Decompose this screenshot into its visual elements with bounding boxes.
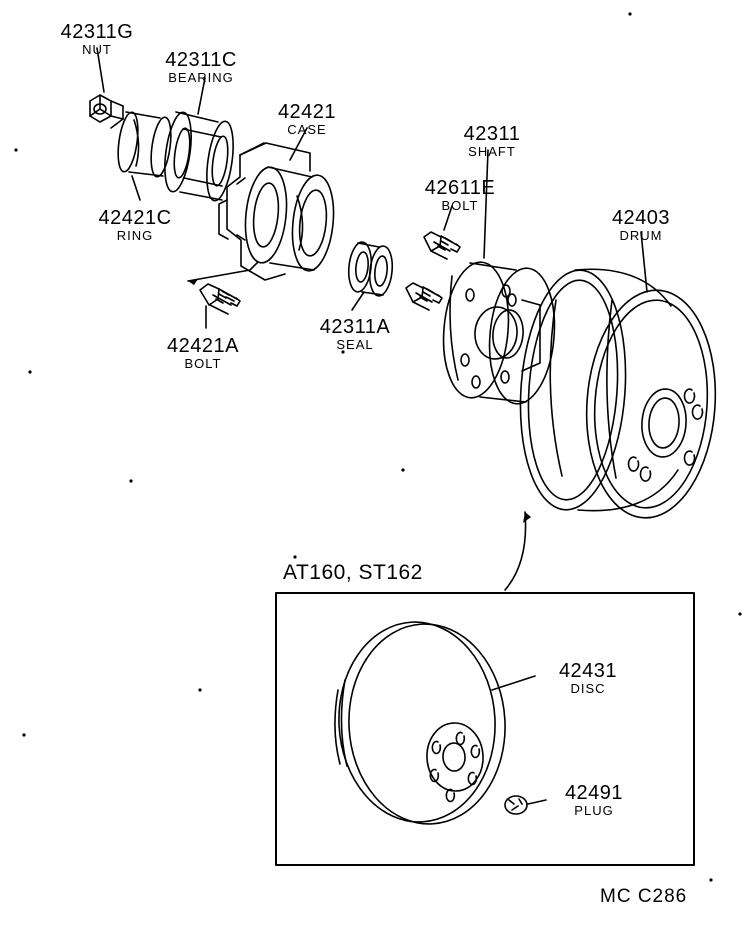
leader-bolt-a2 — [250, 262, 258, 270]
part-name: PLUG — [574, 803, 614, 818]
part-name: SEAL — [336, 337, 374, 352]
part-label-42403 — [612, 208, 670, 243]
part-label-42431 — [559, 661, 617, 696]
part-code: 42421 — [277, 101, 337, 123]
part-plug — [505, 796, 527, 814]
leader-disc — [492, 676, 535, 690]
part-disc — [334, 618, 510, 828]
part-bolt-42611e — [406, 232, 460, 310]
part-name: RING — [116, 228, 154, 243]
part-seal — [346, 241, 394, 297]
part-code: 42311G — [60, 21, 134, 43]
part-label-42611E — [425, 178, 495, 213]
part-label-42311A — [320, 317, 390, 352]
part-shaft-hub — [438, 259, 560, 406]
part-label-42421 — [278, 102, 336, 137]
part-name: BOLT — [441, 198, 479, 213]
part-case — [219, 143, 338, 280]
part-label-42311C — [165, 50, 237, 85]
leader-seal — [352, 292, 364, 310]
inset-box-title: AT160, ST162 — [283, 561, 423, 584]
leader-ring — [132, 176, 140, 200]
part-name: SHAFT — [468, 144, 516, 159]
drawing-reference-code: MC C286 — [600, 886, 688, 907]
part-code: 42403 — [611, 207, 671, 229]
leader-plug — [528, 800, 546, 804]
part-label-42421A — [167, 336, 239, 371]
part-code: 42311C — [165, 49, 237, 71]
part-drum — [513, 267, 723, 523]
part-label-42311G — [61, 22, 134, 57]
part-code: 42421A — [167, 335, 239, 357]
part-code: 42431 — [558, 660, 618, 682]
part-name: BEARING — [168, 70, 234, 85]
leader-drum-to-inset — [505, 512, 526, 590]
part-name: NUT — [82, 42, 112, 57]
part-name: BOLT — [184, 356, 222, 371]
part-code: 42311A — [319, 316, 391, 338]
part-code: 42611E — [424, 177, 496, 199]
part-code: 42421C — [98, 207, 172, 229]
part-bearing — [161, 111, 238, 203]
part-code: 42311 — [463, 123, 521, 145]
part-name: CASE — [287, 122, 327, 137]
part-nut — [90, 95, 123, 128]
part-name: DRUM — [619, 228, 663, 243]
part-label-42311 — [464, 124, 521, 159]
part-label-42491 — [565, 783, 623, 818]
part-name: DISC — [570, 681, 606, 696]
speckles — [14, 12, 741, 881]
part-label-42421C — [98, 208, 171, 243]
part-code: 42491 — [564, 782, 624, 804]
